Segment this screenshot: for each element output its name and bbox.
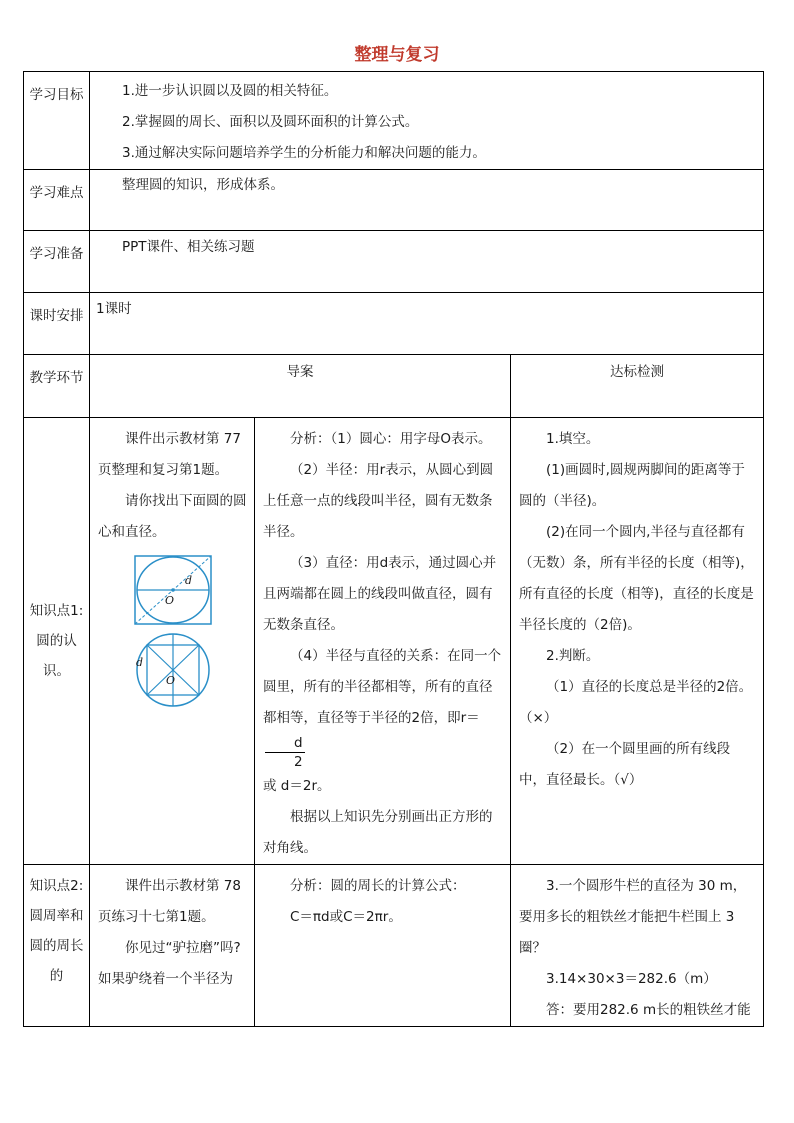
difficulty-content <box>90 170 764 231</box>
kp1-col2 <box>255 418 511 865</box>
goal-content <box>90 72 764 170</box>
row-header <box>24 355 764 418</box>
row-goal <box>24 72 764 170</box>
goal-label: 学习目标 <box>24 72 90 170</box>
kp2-exercise: 3.14×30×3＝282.6（m） <box>546 971 717 987</box>
kp2-analysis: 分析：圆的周长的计算公式： <box>290 878 466 894</box>
row-difficulty <box>24 170 764 231</box>
kp2-formula: C＝πd或C＝2πr。 <box>290 909 402 925</box>
fraction-denominator: 2 <box>293 754 303 770</box>
kp2-exercise: 3.一个圆形牛栏的直径为 30 m，要用多长的粗铁丝才能把牛栏围上 3圈？ <box>519 878 747 956</box>
kp1-col3 <box>511 418 764 865</box>
lesson-table <box>23 71 764 1027</box>
header-check: 达标检测 <box>511 355 764 418</box>
difficulty-label: 学习难点 <box>24 170 90 231</box>
kp2-col2 <box>255 865 511 1027</box>
row-kp2 <box>24 865 764 1027</box>
row-kp1 <box>24 418 764 865</box>
kp1-col1 <box>90 418 255 865</box>
kp1-analysis: 根据以上知识先分别画出正方形的对角线。 <box>263 809 493 856</box>
row-prep <box>24 231 764 293</box>
fig2-d-label: d <box>136 656 144 669</box>
kp1-label: 知识点1:圆的认识。 <box>24 418 90 865</box>
kp1-analysis: 分析：（1）圆心：用字母O表示。 <box>290 431 492 447</box>
fraction-d-over-2 <box>265 734 305 771</box>
schedule-label: 课时安排 <box>24 293 90 355</box>
header-guide: 导案 <box>90 355 511 418</box>
kp2-col1 <box>90 865 255 1027</box>
fig1-d-label: d <box>185 574 193 587</box>
prep-text: PPT课件、相关练习题 <box>122 239 255 255</box>
goal-item: 2.掌握圆的周长、面积以及圆环面积的计算公式。 <box>122 114 419 130</box>
kp1-exercise: （2）在一个圆里画的所有线段中，直径最长。（√） <box>519 741 731 788</box>
kp1-relation-text: （4）半径与直径的关系：在同一个圆里，所有的半径都相等，所有的直径都相等，直径等于半径的2倍，即r＝ <box>263 648 502 726</box>
page-title: 整理与复习 <box>354 45 440 65</box>
circle-figure-1 <box>98 554 248 630</box>
fraction-numerator: d <box>265 734 305 753</box>
row-schedule <box>24 293 764 355</box>
kp2-exercise: 答：要用282.6 m长的粗铁丝才能 <box>546 1002 751 1018</box>
kp1-exercise: (2)在同一个圆内,半径与直径都有（无数）条，所有半径的长度（相等)，所有直径的长度（相等)，直径的长度是半径长度的（2倍)。 <box>519 524 754 633</box>
kp1-exercise: 1.填空。 <box>546 431 600 447</box>
kp1-analysis <box>263 641 504 771</box>
fig1-o-label: O <box>165 594 175 607</box>
kp2-col1-text: 课件出示教材第 78 页练习十七第1题。 <box>98 878 241 925</box>
kp1-exercise: （1）直径的长度总是半径的2倍。（×） <box>519 679 753 726</box>
kp2-col1-text: 你见过“驴拉磨”吗?如果驴绕着一个半径为 <box>98 940 241 987</box>
prep-label: 学习准备 <box>24 231 90 293</box>
schedule-content <box>90 293 764 355</box>
kp1-analysis: （2）半径：用r表示，从圆心到圆上任意一点的线段叫半径，圆有无数条半径。 <box>263 462 494 540</box>
circle-figure-2 <box>98 632 248 712</box>
difficulty-text: 整理圆的知识，形成体系。 <box>122 177 284 193</box>
prep-content <box>90 231 764 293</box>
circle-inscribed-square-icon <box>133 632 213 708</box>
kp2-label: 知识点2:圆周率和圆的周长的 <box>24 865 90 1027</box>
kp1-col1-text: 请你找出下面圆的圆心和直径。 <box>98 493 247 540</box>
kp2-col3 <box>511 865 764 1027</box>
kp1-analysis: （3）直径：用d表示，通过圆心并且两端都在圆上的线段叫做直径，圆有无数条直径。 <box>263 555 497 633</box>
kp1-exercise: (1)画圆时,圆规两脚间的距离等于圆的（半径)。 <box>519 462 745 509</box>
goal-item: 3.通过解决实际问题培养学生的分析能力和解决问题的能力。 <box>122 145 486 161</box>
goal-item: 1.进一步认识圆以及圆的相关特征。 <box>122 83 338 99</box>
kp1-col1-text: 课件出示教材第 77 页整理和复习第1题。 <box>98 431 241 478</box>
kp1-exercise: 2.判断。 <box>546 648 600 664</box>
kp1-analysis: 或 d＝2r。 <box>263 778 331 794</box>
fig2-o-label: O <box>166 674 176 687</box>
circle-square-icon <box>133 554 213 626</box>
header-label: 教学环节 <box>24 355 90 418</box>
schedule-text: 1课时 <box>96 301 132 317</box>
